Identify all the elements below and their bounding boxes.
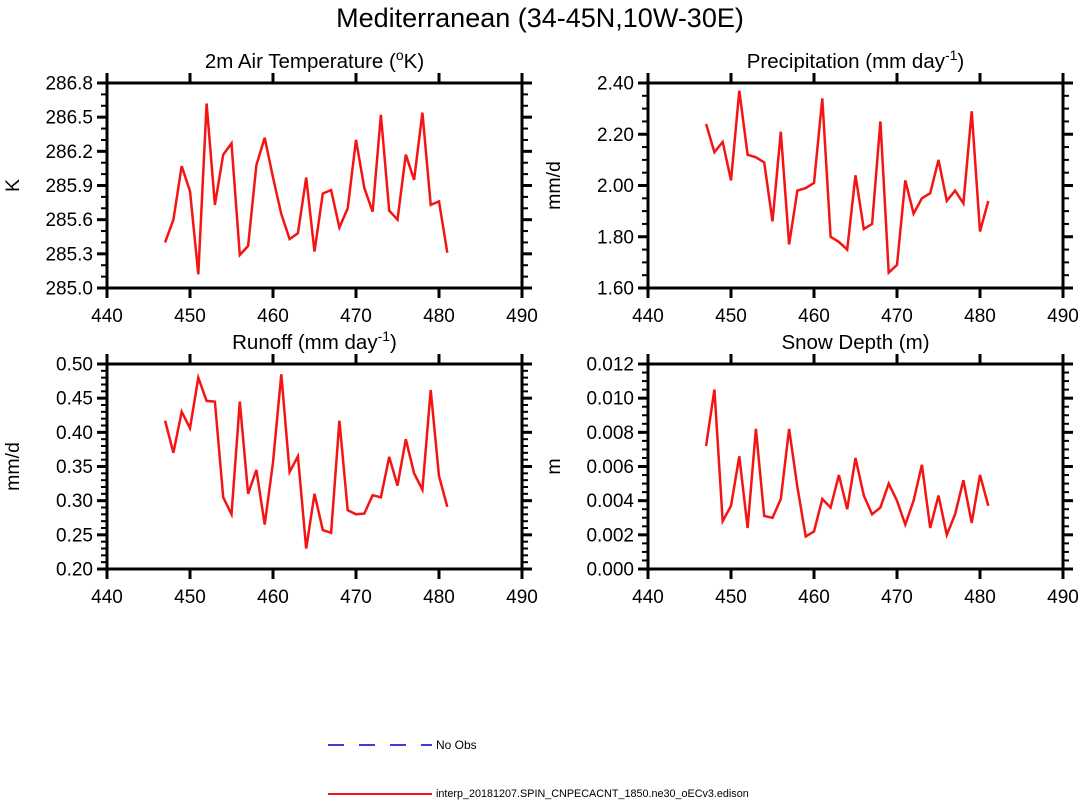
y-tick-label: 0.45 — [56, 388, 93, 410]
x-tick-label: 470 — [340, 587, 372, 608]
x-tick-label: 480 — [423, 587, 455, 608]
x-tick-label: 450 — [715, 587, 747, 608]
y-tick-label: 285.6 — [45, 210, 93, 232]
x-tick-label: 480 — [964, 306, 996, 327]
y-tick-label: 0.012 — [586, 354, 634, 376]
legend-item-no-obs — [327, 736, 477, 754]
page-title: Mediterranean (34-45N,10W-30E) — [336, 3, 744, 33]
x-tick-label: 440 — [632, 306, 664, 327]
y-tick-label: 286.5 — [45, 107, 93, 129]
x-tick-label: 450 — [715, 306, 747, 327]
y-tick-label: 286.2 — [45, 141, 93, 163]
x-tick-label: 440 — [91, 306, 123, 327]
plot-frame — [107, 83, 522, 288]
y-axis-label-runoff: mm/d — [2, 442, 24, 491]
x-tick-label: 490 — [506, 587, 538, 608]
y-tick-label: 2.20 — [597, 124, 634, 146]
y-tick-label: 0.35 — [56, 457, 93, 478]
x-tick-label: 470 — [881, 306, 913, 327]
x-tick-label: 440 — [632, 587, 664, 608]
plot-frame — [648, 364, 1063, 569]
y-tick-label: 0.002 — [586, 525, 634, 547]
plot-frame — [107, 364, 522, 569]
y-tick-label: 0.25 — [56, 525, 93, 547]
y-tick-label: 0.004 — [586, 491, 634, 513]
x-tick-label: 480 — [964, 587, 996, 608]
no-obs-line-sample — [327, 736, 433, 754]
panel-temperature — [2, 47, 538, 327]
x-tick-label: 460 — [257, 306, 289, 327]
panel-title-snow-depth: Snow Depth (m) — [781, 331, 930, 354]
series-line-runoff — [165, 374, 447, 548]
x-tick-label: 450 — [174, 306, 206, 327]
panel-title-precipitation: Precipitation (mm day$^{-1}$) — [746, 47, 965, 73]
series-line-temperature — [165, 104, 447, 275]
y-axis-label-precipitation: mm/d — [543, 161, 565, 210]
y-axis-label-temperature: K — [2, 178, 24, 193]
y-tick-label: 0.50 — [56, 354, 93, 376]
y-tick-label: 0.30 — [56, 491, 93, 513]
legend-label-no-obs: No Obs — [436, 738, 477, 752]
x-tick-label: 470 — [340, 306, 372, 327]
y-tick-label: 286.8 — [45, 73, 93, 95]
series-line-precipitation — [706, 91, 988, 273]
model-line-sample — [327, 785, 433, 802]
y-axis-label-snow-depth: m — [543, 458, 565, 475]
y-tick-label: 285.0 — [45, 278, 93, 300]
panel-runoff — [2, 328, 538, 608]
y-tick-label: 1.60 — [597, 278, 634, 300]
y-tick-label: 2.40 — [597, 73, 634, 95]
x-tick-label: 490 — [1047, 587, 1079, 608]
y-tick-label: 0.000 — [586, 559, 634, 581]
x-tick-label: 450 — [174, 587, 206, 608]
x-tick-label: 480 — [423, 306, 455, 327]
legend-item-model-run — [327, 785, 749, 802]
x-tick-label: 490 — [506, 306, 538, 327]
panel-title-temperature: 2m Air Temperature ($^o$K) — [204, 47, 425, 73]
y-tick-label: 0.40 — [56, 422, 93, 444]
legend-label-model-run: interp_20181207.SPIN_CNPECACNT_1850.ne30_oECv3.edison — [436, 788, 749, 800]
series-line-snow-depth — [706, 390, 988, 537]
y-tick-label: 0.006 — [586, 457, 634, 478]
y-tick-label: 285.9 — [45, 176, 93, 197]
y-tick-label: 2.00 — [597, 176, 634, 197]
x-tick-label: 460 — [798, 587, 830, 608]
x-tick-label: 490 — [1047, 306, 1079, 327]
x-tick-label: 460 — [257, 587, 289, 608]
x-tick-label: 440 — [91, 587, 123, 608]
y-tick-label: 0.008 — [586, 422, 634, 444]
y-tick-label: 0.010 — [586, 388, 634, 410]
y-tick-label: 285.3 — [45, 244, 93, 266]
panel-snow-depth — [543, 331, 1079, 608]
y-tick-label: 1.80 — [597, 227, 634, 249]
panel-title-runoff: Runoff (mm day$^{-1}$) — [232, 328, 397, 354]
y-tick-label: 0.20 — [56, 559, 93, 581]
panel-precipitation — [543, 47, 1079, 327]
x-tick-label: 470 — [881, 587, 913, 608]
x-tick-label: 460 — [798, 306, 830, 327]
